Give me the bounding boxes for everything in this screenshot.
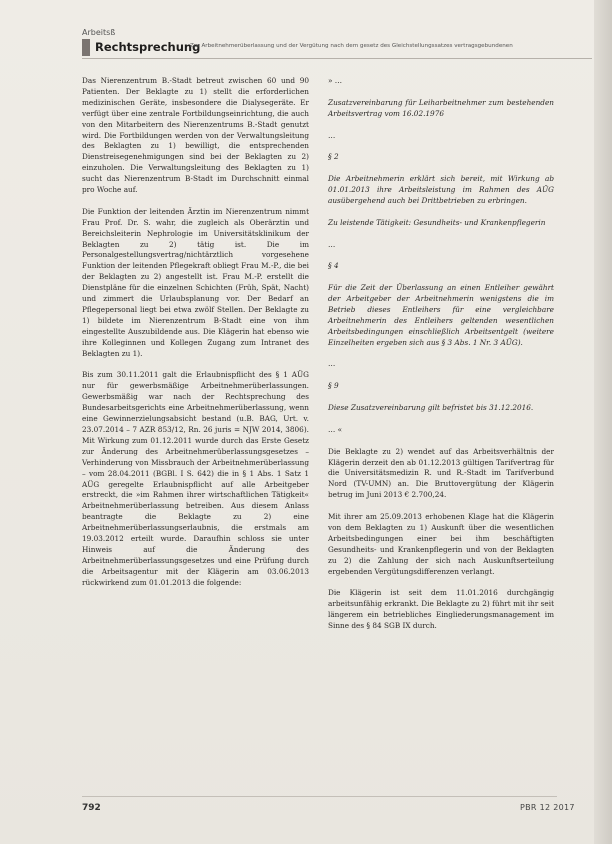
left-column (82, 76, 309, 599)
paragraph: Die Arbeitnehmerin erklärt sich bereit, mit Wirkung ab 01.01.2013 ihre Arbeitsleistung im Rahmen des AÜG ausübergehend auch bei Drittbetrieben zu erbringen. (328, 174, 554, 205)
paragraph: … « (328, 424, 343, 434)
section-subtitle: Zur Arbeitnehmerüberlassung und der Vergütung nach dem gesetz des Gleichstellungssatzes vertragsgebundenen (190, 43, 513, 49)
page-number: 792 (82, 803, 101, 813)
paragraph: … (328, 359, 336, 369)
section-kicker: Arbeitsß (82, 28, 116, 37)
paragraph: Das Nierenzentrum B.-Stadt betreut zwischen 60 und 90 Patienten. Der Beklagte zu 1) stellt die erforderlichen medizinischen Geräte, insbesondere die Dialysegeräte. Er verfügt über eine zentrale Fortbildungseinrichtung, die auch von den Mitarbeitern des Nierenzentrums B.-Stadt genutzt wird. Die Fortbildungen werden von der Verwaltungsleitung des Beklagten zu 1) bewilligt, die entsprechenden Dienstreisegenehmigungen sind bei der Beklagten zu 2) einzuholen. Die Verwaltungsleitung des Beklagten zu 1) sucht das Nierenzentrum B-Stadt im Durchschnitt einmal pro Woche auf. (82, 76, 309, 195)
paragraph: Bis zum 30.11.2011 galt die Erlaubnispflicht des § 1 AÜG nur für gewerbsmäßige Arbeitnehmerüberlassungen. Gewerbsmäßig war nach der Rechtsprechung des Bundesarbeitsgerichts eine Arbeitnehmerüberlassung, wenn eine Gewinnerzielungsabsicht bestand (u.B. BAG, Urt. v. 23.07.2014 – 7 AZR 853/12, Rn. 26 juris = NJW 2014, 3806). Mit Wirkung zum 01.12.2011 wurde durch das Erste Gesetz zur Änderung des Arbeitnehmerüberlassungsgesetzes – Verhinderung von Missbrauch der Arbeitnehmerüberlassung – vom 28.04.2011 (BGBl. I S. 642) die in § 1 Abs. 1 Satz 1 AÜG geregelte Erlaubnispflicht auf alle Arbeitgeber erstreckt, die »im Rahmen ihrer wirtschaftlichen Tätigkeit« Arbeitnehmerüberlassung betreiben. Aus diesem Anlass beantragte die Beklagte zu 2) eine Arbeitnehmerüberlassungserlaubnis, die erstmals am 19.03.2012 erteilt wurde. Daraufhin schloss sie unter Hinweis auf die Änderung des Arbeitnehmerüberlassungsgesetzes und eine Prüfung durch die Arbeitsagentur mit der Klägerin am 03.06.2013 rückwirkend zum 01.01.2013 die folgende: (82, 370, 309, 587)
footer-divider (82, 796, 557, 797)
paragraph: Zusatzvereinbarung für Leiharbeitnehmer zum bestehenden Arbeitsvertrag vom 16.02.1976 (328, 97, 554, 118)
paragraph: § 4 (328, 261, 339, 271)
paragraph: § 2 (328, 152, 339, 162)
paragraph: Die Klägerin ist seit dem 11.01.2016 durchgängig arbeitsunfähig erkrankt. Die Beklagte zu 2) führt mit ihr seit längerem ein betriebliches Eingliederungsmanagement im Sinne des § 84 SGB IX durch. (328, 588, 554, 631)
header-marker (82, 39, 90, 56)
section-title: Rechtsprechung (95, 40, 201, 54)
header-divider (82, 58, 592, 59)
binding-shadow (594, 0, 612, 844)
paragraph: Diese Zusatzvereinbarung gilt befristet bis 31.12.2016. (328, 403, 534, 413)
paragraph: Die Beklagte zu 2) wendet auf das Arbeitsverhältnis der Klägerin derzeit den ab 01.12.2013 gültigen Tarifvertrag für die Universitätsmedizin R. und R.-Stadt im Tarifverbund Nord (TV-UMN) an. Die Bruttovergütung der Klägerin betrug im Juni 2013 € 2.700,24. (328, 446, 554, 500)
paragraph: Zu leistende Tätigkeit: Gesundheits- und Krankenpflegerin (328, 217, 546, 227)
paragraph: § 9 (328, 381, 339, 391)
paragraph: … (328, 239, 336, 249)
paragraph: Mit ihrer am 25.09.2013 erhobenen Klage hat die Klägerin von dem Beklagten zu 1) Auskunft über die wesentlichen Arbeitsbedingungen einer bei ihm beschäftigten Gesundheits- und Krankenpflegerin und von der Beklagten zu 2) die Zahlung der sich nach Auskunftserteilung ergebenden Vergütungsdifferenzen verlangt. (328, 512, 554, 576)
paragraph: Für die Zeit der Überlassung an einen Entleiher gewährt der Arbeitgeber der Arbeitnehmerin wenigstens die im Betrieb dieses Entleihers für eine vergleichbare Arbeitnehmerin des Entleihers geltenden wesentlichen Arbeitsbedingungen einschließlich Arbeitsentgelt (weitere Einzelheiten ergeben sich aus § 3 Abs. 1 Nr. 3 AÜG). (328, 283, 554, 347)
paragraph: » … (328, 76, 343, 85)
right-column (328, 76, 554, 643)
paragraph: Die Funktion der leitenden Ärztin im Nierenzentrum nimmt Frau Prof. Dr. S. wahr, die zugleich als Oberärztin und Bereichsleiterin Nephrologie im Universitätsklinikum der Beklagten zu 2) tätig ist. Die im Personalgestellungsvertrag/nichtärztlich vorgesehene Funktion der leitenden Pflegekraft obliegt Frau M.-P., die bei der Beklagten zu 2) angestellt ist. Frau M.-P. erstellt die Dienstpläne für die einzelnen Schichten (Früh, Spät, Nacht) und zimmert die Urlaubsplanung vor. Der Bedarf an Pflegepersonal liegt bei etwa zwölf Stellen. Der Beklagte zu 1) bildete im Nierenzentrum B-Stadt eine von ihm eingestellte Auszubildende aus. Die Klägerin hat ebenso wie ihre Kolleginnen und Kollegen Zugang zum Intranet des Beklagten zu 1). (82, 206, 309, 358)
journal-issue: PBR 12 2017 (520, 803, 575, 812)
paragraph: … (328, 130, 336, 140)
